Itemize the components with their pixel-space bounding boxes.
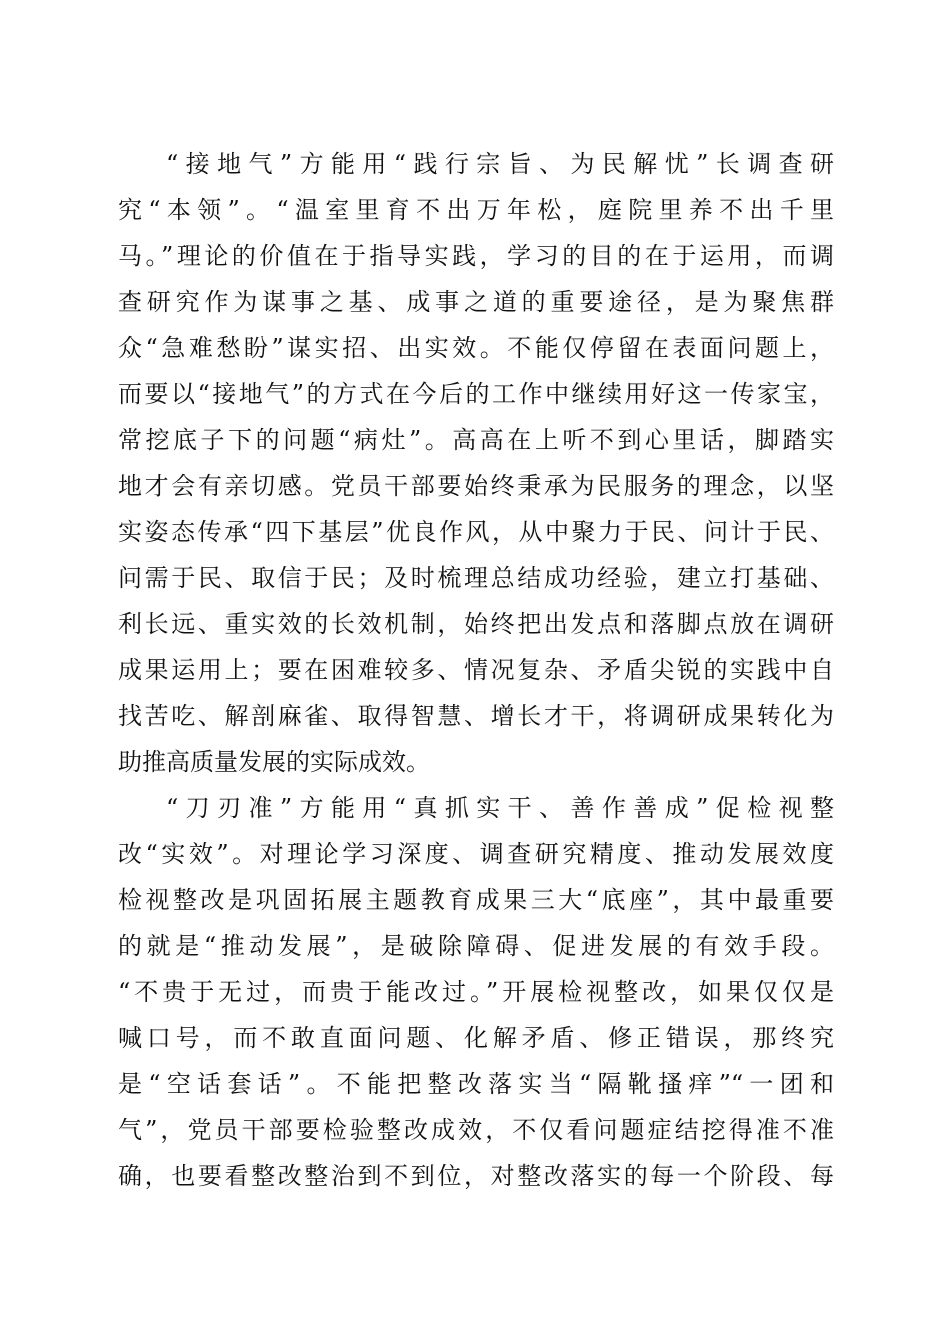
text-line: 的就是“推动发展”，是破除障碍、促进发展的有效手段。 bbox=[118, 932, 834, 960]
text-line: 究“本领”。“温室里育不出万年松，庭院里养不出千里 bbox=[118, 196, 834, 224]
text-line: 确，也要看整改整治到不到位，对整改落实的每一个阶段、每 bbox=[118, 1162, 834, 1190]
text-line: 实姿态传承“四下基层”优良作风，从中聚力于民、问计于民、 bbox=[118, 518, 834, 546]
text-line: 查研究作为谋事之基、成事之道的重要途径，是为聚焦群 bbox=[118, 288, 834, 316]
text-line: 地才会有亲切感。党员干部要始终秉承为民服务的理念，以坚 bbox=[118, 472, 834, 500]
text-line: 众“急难愁盼”谋实招、出实效。不能仅停留在表面问题上， bbox=[118, 334, 834, 362]
text-line: 找苦吃、解剖麻雀、取得智慧、增长才干，将调研成果转化为 bbox=[118, 702, 834, 730]
text-line: “刀刃准”方能用“真抓实干、善作善成”促检视整 bbox=[166, 794, 834, 822]
text-line: 问需于民、取信于民；及时梳理总结成功经验，建立打基础、 bbox=[118, 564, 834, 592]
text-line: 气”，党员干部要检验整改成效，不仅看问题症结挖得准不准 bbox=[118, 1116, 834, 1144]
paragraph-1 bbox=[118, 141, 834, 785]
text-line: 是“空话套话”。不能把整改落实当“隔靴搔痒”“一团和 bbox=[118, 1070, 834, 1098]
document-page bbox=[118, 141, 834, 1199]
text-line: 而要以“接地气”的方式在今后的工作中继续用好这一传家宝， bbox=[118, 380, 834, 408]
paragraph-2 bbox=[118, 785, 834, 1199]
text-line: 喊口号，而不敢直面问题、化解矛盾、修正错误，那终究 bbox=[118, 1024, 834, 1052]
text-line: 成果运用上；要在困难较多、情况复杂、矛盾尖锐的实践中自 bbox=[118, 656, 834, 684]
text-line: 改“实效”。对理论学习深度、调查研究精度、推动发展效度 bbox=[118, 840, 834, 868]
text-line: 检视整改是巩固拓展主题教育成果三大“底座”，其中最重要 bbox=[118, 886, 834, 914]
text-line: 利长远、重实效的长效机制，始终把出发点和落脚点放在调研 bbox=[118, 610, 834, 638]
text-line: 助推高质量发展的实际成效。 bbox=[118, 748, 430, 776]
text-line: 马。”理论的价值在于指导实践，学习的目的在于运用，而调 bbox=[118, 242, 834, 270]
text-line: “接地气”方能用“践行宗旨、为民解忧”长调查研 bbox=[166, 150, 834, 178]
text-line: “不贵于无过，而贵于能改过。”开展检视整改，如果仅仅是 bbox=[118, 978, 834, 1006]
text-line: 常挖底子下的问题“病灶”。高高在上听不到心里话，脚踏实 bbox=[118, 426, 834, 454]
